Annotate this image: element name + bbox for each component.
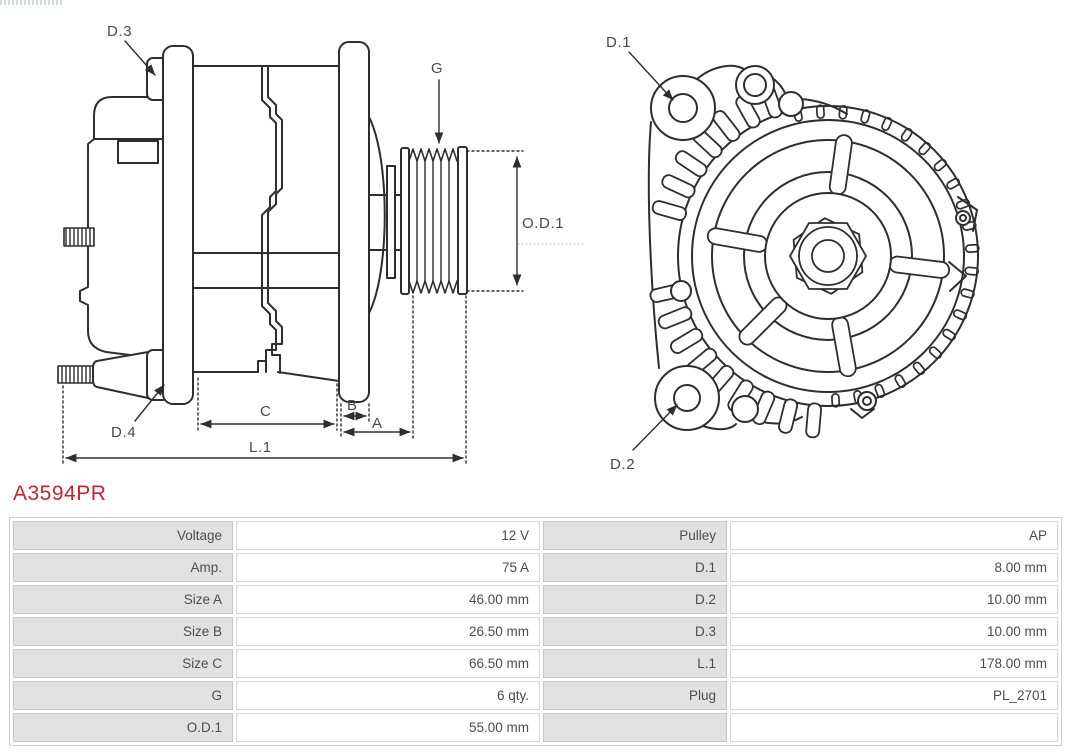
value-cell: AP	[730, 521, 1058, 550]
value-cell: 10.00 mm	[730, 585, 1058, 614]
label-d3: D.3	[107, 23, 133, 40]
pulley-front-face	[706, 134, 950, 377]
param-cell: Pulley	[543, 521, 727, 550]
rear-bracket-flange	[163, 46, 193, 404]
label-od1: O.D.1	[522, 215, 565, 232]
spec-table	[10, 518, 1061, 745]
table-row	[13, 585, 1058, 614]
param-cell	[543, 713, 727, 742]
drive-end-shaft	[369, 117, 401, 313]
param-cell: Size B	[13, 617, 233, 646]
label-b: B	[347, 397, 358, 414]
param-cell: O.D.1	[13, 713, 233, 742]
param-cell: L.1	[543, 649, 727, 678]
table-row	[13, 713, 1058, 742]
label-d1: D.1	[606, 34, 632, 51]
table-row	[13, 521, 1058, 550]
label-a: A	[372, 415, 383, 432]
value-cell: 12 V	[236, 521, 540, 550]
value-cell: PL_2701	[730, 681, 1058, 710]
param-cell: Plug	[543, 681, 727, 710]
label-l1: L.1	[249, 439, 272, 456]
stator-body	[193, 66, 339, 381]
d1-leader-arrow	[629, 52, 673, 100]
value-cell: 26.50 mm	[236, 617, 540, 646]
front-bracket-flange	[339, 42, 369, 402]
value-cell: 6 qty.	[236, 681, 540, 710]
param-cell: D.2	[543, 585, 727, 614]
label-d2: D.2	[610, 456, 636, 473]
table-row	[13, 649, 1058, 678]
value-cell: 55.00 mm	[236, 713, 540, 742]
side-view-drawing	[58, 23, 584, 463]
param-cell: Size A	[13, 585, 233, 614]
param-cell: Size C	[13, 649, 233, 678]
part-number: A3594PR	[13, 482, 107, 505]
label-d4: D.4	[111, 424, 137, 441]
param-cell: Voltage	[13, 521, 233, 550]
value-cell	[730, 713, 1058, 742]
param-cell: D.1	[543, 553, 727, 582]
table-row	[13, 553, 1058, 582]
label-c: C	[260, 403, 272, 420]
value-cell: 10.00 mm	[730, 617, 1058, 646]
param-cell: G	[13, 681, 233, 710]
rear-housing-outline	[80, 97, 164, 357]
value-cell: 75 A	[236, 553, 540, 582]
table-row	[13, 681, 1058, 710]
top-mount-hole-d1	[669, 94, 697, 122]
value-cell: 178.00 mm	[730, 649, 1058, 678]
value-cell: 66.50 mm	[236, 649, 540, 678]
value-cell: 8.00 mm	[730, 553, 1058, 582]
value-cell: 46.00 mm	[236, 585, 540, 614]
spec-table-container	[9, 517, 1062, 746]
label-g: G	[431, 60, 444, 77]
d2-leader-arrow	[633, 405, 677, 450]
bottom-mount-hole-d2	[674, 385, 700, 411]
terminal-stud-upper	[64, 228, 94, 246]
terminal-stud-lower	[58, 352, 148, 398]
lower-lug	[93, 352, 148, 398]
front-view-drawing	[606, 34, 979, 473]
param-cell: Amp.	[13, 553, 233, 582]
pulley-side-profile	[401, 147, 467, 294]
param-cell: D.3	[543, 617, 727, 646]
table-row	[13, 617, 1058, 646]
